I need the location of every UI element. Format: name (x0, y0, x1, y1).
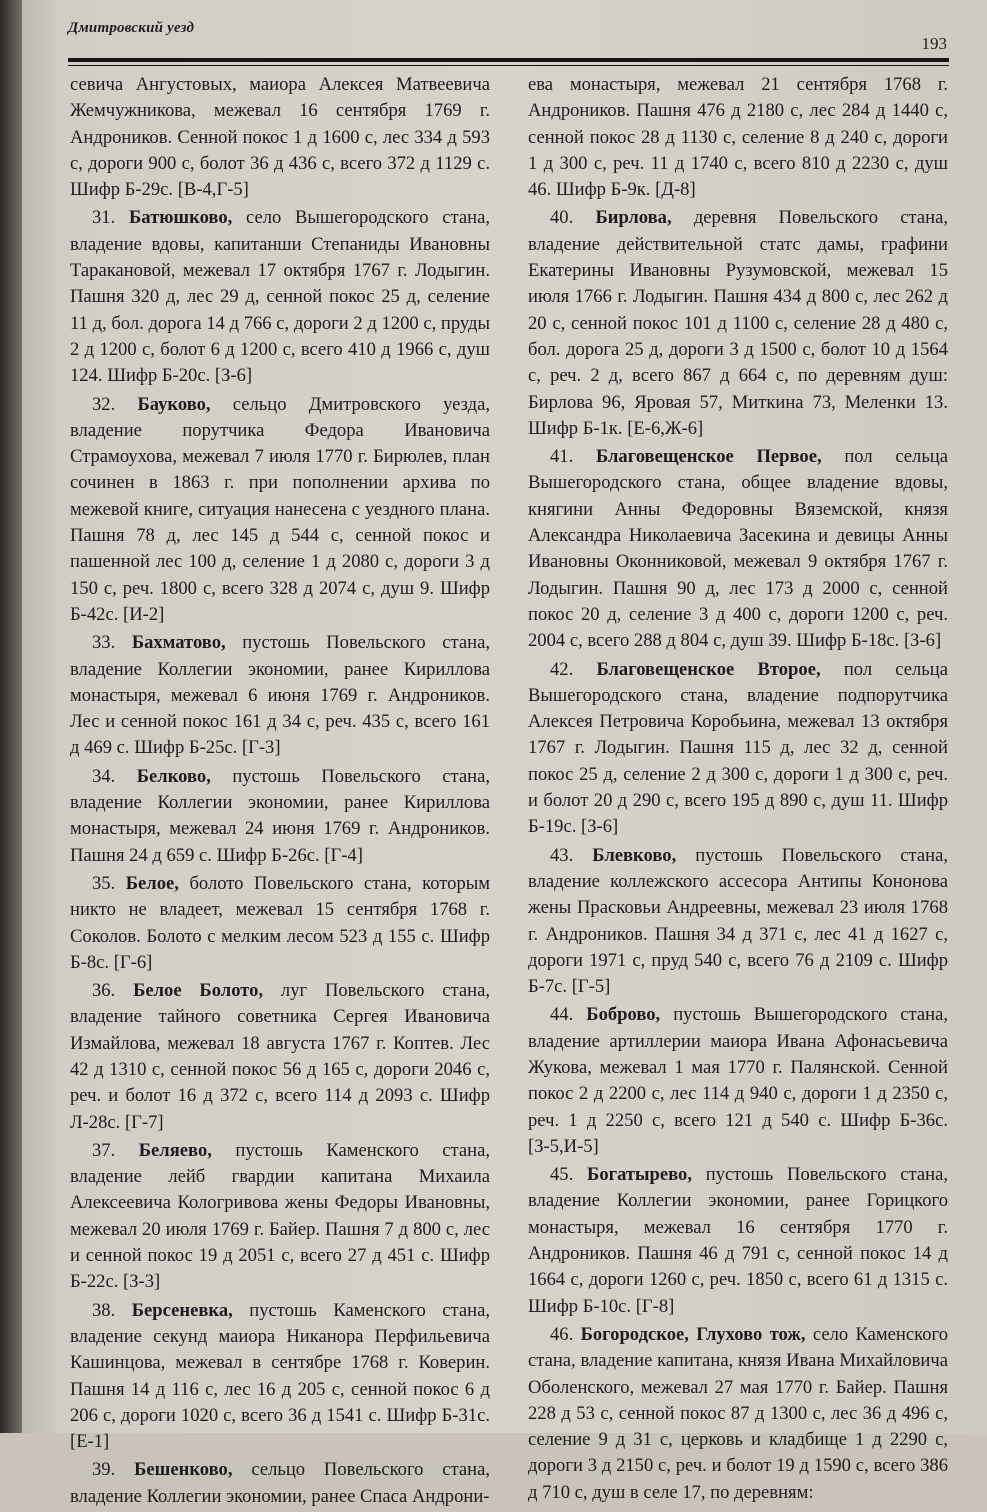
entry-number: 33. (92, 632, 116, 654)
catalog-entry (70, 1138, 490, 1296)
entry-number: 34. (92, 765, 116, 787)
entry-place-name: Белково, (136, 765, 211, 787)
entry-text: село Каменского стана, владение капитана, князя Ивана Михайловича Оболенского, межевал 27 мая 1770 г. Байер. Пашня 228 д 53 с, сенной покос 87 д 1300 с, лес 36 д 496 с, селение 9 д 31 с, церковь и кладбище 1 д 2290 с, дороги 3 д 2150 с, реч. и болот 19 д 1590 с, всего 386 д 710 с, душ в селе 17, по деревням: (528, 1323, 948, 1503)
header-rule (68, 58, 949, 62)
catalog-entry-continuation (528, 72, 948, 203)
catalog-entry (70, 978, 490, 1136)
catalog-entry (70, 205, 490, 389)
entry-place-name: Беляево, (138, 1139, 212, 1161)
entry-place-name: Бауково, (137, 393, 211, 415)
catalog-entry (528, 1162, 948, 1320)
entry-number: 42. (550, 658, 574, 680)
entry-text: пустошь Каменского стана, владение секунд маиора Никанора Перфильевича Кашинцова, межевал в сентябре 1768 г. Коверин. Пашня 14 д 116 с, лес 16 д 205 с, сенной покос 6 д 206 с, дороги 1020 с, всего 36 д 1541 с. Шифр Б-31с. [Е-1] (70, 1299, 490, 1453)
entry-text: луг Повельского стана, владение тайного советника Сергея Ивановича Измайлова, межевал 18 августа 1767 г. Коптев. Лес 42 д 1310 с, сенной покос 56 д 165 с, дороги 2046 с, реч. и болот 16 д 372 с, всего 114 д 2093 с. Шифр Л-28с. [Г-7] (70, 980, 490, 1133)
entry-text: пустошь Повельского стана, владение Коллегии экономии, ранее Кириллова монастыря, межевал 24 июня 1769 г. Андроников. Пашня 24 д 659 с. Шифр Б-26с. [Г-4] (70, 765, 490, 866)
entry-text: село Вышегородского стана, владение вдовы, капитанши Степаниды Ивановны Таракановой, межевал 17 октября 1767 г. Лодыгин. Пашня 320 д, лес 29 д, сенной покос 25 д, селение 11 д, бол. дорога 14 д 766 с, дороги 2 д 1200 с, пруды 2 д 1200 с, болот 6 д 1200 с, всего 410 д 1966 с, душ 124. Шифр Б-20с. [З-6] (70, 207, 490, 387)
entry-number: 41. (550, 446, 574, 468)
catalog-entry-continuation (70, 72, 490, 203)
catalog-entry (528, 657, 948, 841)
catalog-entry (70, 764, 490, 869)
entry-place-name: Богородское, Глухово тож, (580, 1323, 806, 1345)
catalog-entry (70, 1457, 490, 1510)
entry-text: пол сельца Вышегородского стана, общее владение вдовы, княгини Анны Федоровны Вяземской, князя Александра Николаевича Засекина и девицы Анны Ивановны Оконниковой, межевал 9 октября 1767 г. Лодыгин. Пашня 90 д, лес 173 д 2000 с, сенной покос 20 д, селение 3 д 400 с, дороги 1200 с, реч. 2004 с, всего 288 д 804 с, душ 39. Шифр Б-18с. [З-6] (528, 446, 949, 652)
entry-text: пустошь Повельского стана, владение коллежского ассесора Антипы Кононова жены Прасковьи Андреевны, межевал 23 июля 1768 г. Андроников. Пашня 34 д 371 с, лес 41 д 1627 с, дороги 1971 с, пруд 540 с, всего 76 д 2109 с. Шифр Б-7с. [Г-5] (528, 844, 948, 998)
entry-place-name: Благовещенское Первое, (595, 446, 822, 468)
entry-number: 45. (550, 1164, 574, 1186)
entry-number: 37. (92, 1139, 116, 1161)
book-page (22, 0, 987, 1507)
catalog-entry (528, 1002, 948, 1160)
entry-number: 39. (92, 1459, 116, 1481)
entry-place-name: Бахматово, (131, 632, 226, 654)
entry-text: сельцо Дмитровского уезда, владение порутчика Федора Ивановича Страмоухова, межевал 7 июля 1770 г. Бирюлев, план сочинен в 1863 г. при пополнении архива по межевой книге, ситуация нанесена с уездного плана. Пашня 78 д, лес 145 д 544 с, сенной покос и пашенной лес 100 д, селение 1 д 2080 с, дороги 3 д 150 с, реч. 1800 с, всего 328 д 2074 с, душ 9. Шифр Б-42с. [И-2] (70, 393, 490, 625)
catalog-entry (70, 871, 490, 976)
entry-place-name: Блевково, (592, 844, 677, 866)
entry-text: пустошь Каменского стана, владение лейб гвардии капитана Михаила Алексеевича Кологривова жены Федоры Ивановны, межевал 20 июля 1769 г. Байер. Пашня 7 д 800 с, лес и сенной покос 19 д 2051 с, всего 27 д 451 с. Шифр Б-22с. [З-3] (70, 1139, 490, 1293)
entry-place-name: Бешенково, (134, 1459, 233, 1481)
entry-number: 32. (92, 393, 116, 415)
entry-number: 35. (92, 872, 116, 894)
entry-number: 38. (92, 1299, 116, 1321)
entry-number: 31. (92, 207, 116, 229)
catalog-entry (528, 1322, 948, 1506)
entry-number: 46. (550, 1323, 574, 1345)
entry-text: севича Ангустовых, маиора Алексея Матвеевича Жемчужникова, межевал 16 сентября 1769 г. Андроников. Сенной покос 1 д 1600 с, лес 334 д 593 с, дороги 900 с, болот 36 д 436 с, всего 372 д 1129 с. Шифр Б-29с. [В-4,Г-5] (70, 74, 490, 201)
catalog-entry (528, 843, 948, 1001)
entry-number: 40. (550, 207, 574, 229)
entry-place-name: Берсеневка, (131, 1299, 233, 1321)
entry-place-name: Богатырево, (587, 1164, 692, 1186)
left-column (70, 72, 490, 1512)
catalog-entry (70, 392, 490, 629)
entry-place-name: Батюшково, (128, 207, 233, 229)
entry-place-name: Благовещенское Второе, (596, 658, 821, 680)
entry-place-name: Белое Болото, (133, 980, 264, 1002)
right-column (528, 72, 948, 1508)
entry-text: пустошь Повельского стана, владение Коллегии экономии, ранее Кириллова монастыря, межевал 6 июня 1769 г. Андроников. Лес и сенной покос 161 д 34 с, реч. 435 с, всего 161 д 469 с. Шифр Б-25с. [Г-3] (70, 632, 490, 759)
catalog-entry (70, 630, 490, 761)
entry-text: деревня Повельского стана, владение действительной статс дамы, графини Екатерины Ивановны Рузумовской, межевал 15 июля 1766 г. Лодыгин. Пашня 434 д 800 с, лес 262 д 20 с, сенной покос 101 д 1100 с, селение 28 д 480 с, бол. дорога 25 д, дороги 3 д 1500 с, болот 10 д 1564 с, реч. 2 д, всего 867 д 664 с, по деревням душ: Бирлова 96, Яровая 57, Миткина 73, Меленки 13. Шифр Б-1к. [Е-6,Ж-6] (528, 207, 949, 439)
entry-number: 44. (550, 1004, 574, 1026)
entry-number: 43. (550, 844, 574, 866)
entry-text: болото Повельского стана, которым никто не владеет, межевал 15 сентября 1768 г. Соколов. Болото с мелким лесом 523 д 155 с. Шифр Б-8с. [Г-6] (70, 872, 491, 973)
running-title: Дмитровский уезд (68, 20, 195, 36)
catalog-entry (70, 1298, 490, 1456)
entry-number: 36. (92, 980, 116, 1002)
header-rule-thin (68, 65, 949, 66)
entry-text: пол сельца Вышегородского стана, владение подпорутчика Алексея Петровича Коробьина, межевал 13 октября 1767 г. Лодыгин. Пашня 115 д, лес 32 д, сенной покос 25 д, селение 2 д 300 с, дороги 1 д 300 с, реч. и болот 20 д 290 с, всего 195 д 890 с, душ 11. Шифр Б-19с. [З-6] (528, 658, 948, 838)
catalog-entry (528, 205, 948, 442)
page-number: 193 (921, 34, 947, 53)
entry-text: пустошь Вышегородского стана, владение артиллерии маиора Ивана Афонасьевича Жукова, межевал 1 мая 1770 г. Палянской. Сенной покос 2 д 2200 с, лес 114 д 940 с, дороги 1 д 2350 с, реч. 1 д 2250 с, всего 121 д 540 с. Шифр Б-36с. [З-5,И-5] (528, 1004, 949, 1157)
entry-text: пустошь Повельского стана, владение Коллегии экономии, ранее Горицкого монастыря, межевал 16 сентября 1770 г. Андроников. Пашня 46 д 791 с, сенной покос 14 д 1664 с, дороги 1260 с, реч. 1850 с, всего 61 д 1315 с. Шифр Б-10с. [Г-8] (528, 1164, 948, 1317)
entry-text: ева монастыря, межевал 21 сентября 1768 г. Андроников. Пашня 476 д 2180 с, лес 284 д 1440 с, сенной покос 28 д 1130 с, селение 8 д 240 с, дороги 1 д 300 с, реч. 11 д 1740 с, всего 810 д 2230 с, душ 46. Шифр Б-9к. [Д-8] (528, 74, 948, 201)
entry-place-name: Белое, (125, 872, 179, 894)
entry-place-name: Бирлова, (595, 207, 672, 229)
entry-text: сельцо Повельского стана, владение Коллегии экономии, ранее Спаса Андрони- (70, 1459, 490, 1507)
catalog-entry (528, 444, 948, 654)
entry-place-name: Боброво, (586, 1004, 661, 1026)
